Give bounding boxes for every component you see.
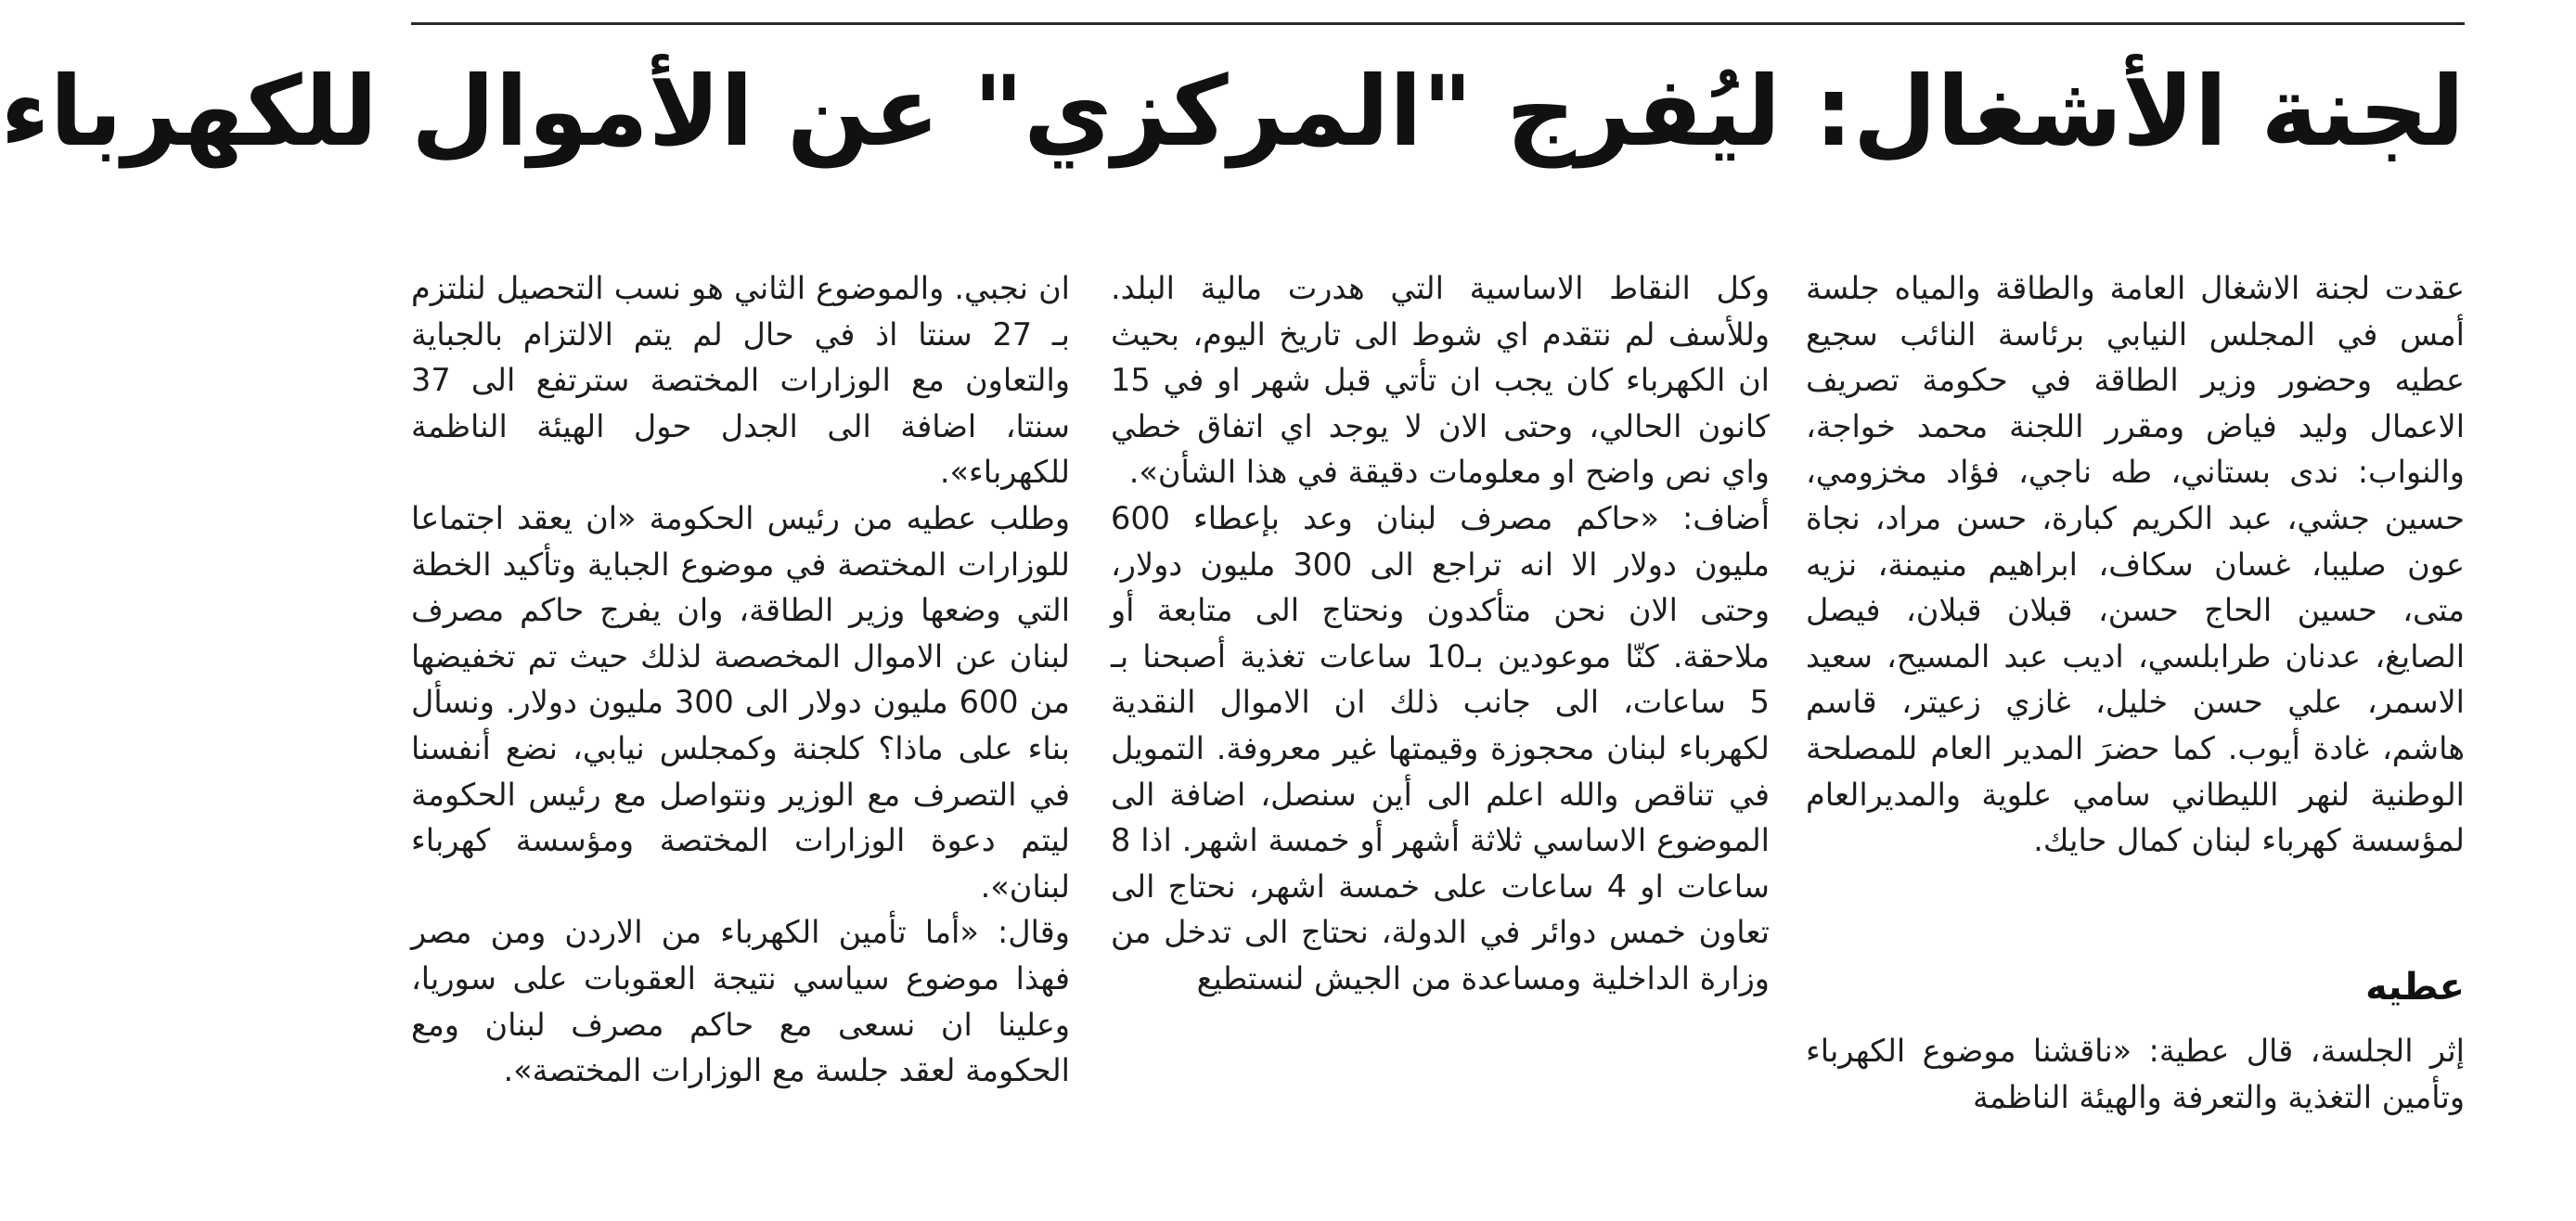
column-3-paragraph-1: ان نجبي. والموضوع الثاني هو نسب التحصيل لنلتزم بـ 27 سنتا اذ في حال لم يتم الالتزام بالجباية والتعاون مع الوزارات المختصة سترتفع الى 37 سنتا، اضافة الى الجدل حول الهيئة الناظمة للكهرباء». — [411, 270, 1070, 491]
column-3-paragraph-3: وقال: «أما تأمين الكهرباء من الاردن ومن مصر فهذا موضوع سياسي نتيجة العقوبات على سوريا، وعلينا ان نسعى مع حاكم مصرف لبنان ومع الحكومة لعقد جلسة مع الوزارات المختصة». — [411, 914, 1070, 1089]
column-2-paragraph-1: وكل النقاط الاساسية التي هدرت مالية البلد. وللأسف لم نتقدم اي شوط الى تاريخ اليوم، بحيث ان الكهرباء كان يجب ان تأتي قبل شهر او في 15 كانون الحالي، وحتى الان لا يوجد اي اتفاق خطي واي نص واضح او معلومات دقيقة في هذا الشأن». — [1111, 270, 1770, 491]
column-3-paragraph-2: وطلب عطيه من رئيس الحكومة «ان يعقد اجتماعا للوزارات المختصة في موضوع الجباية وتأكيد الخطة التي وضعها وزير الطاقة، وان يفرج حاكم مصرف لبنان عن الاموال المخصصة لذلك حيث تم تخفيضها من 600 مليون دولار الى 300 مليون دولار. ونسأل بناء على ماذا؟ كلجنة وكمجلس نيابي، نضع أنفسنا في التصرف مع الوزير ونتواصل مع رئيس الحكومة ليتم دعوة الوزارات المختصة ومؤسسة كهرباء لبنان». — [411, 499, 1070, 905]
article-headline: لجنة الأشغال: ليُفرج "المركزي" عن الأموال للكهرباء — [0, 55, 2465, 168]
top-divider — [411, 22, 2465, 25]
article-column-3 — [411, 265, 1070, 1094]
column-1-paragraph-1: عقدت لجنة الاشغال العامة والطاقة والمياه جلسة أمس في المجلس النيابي برئاسة النائب سجيع عطيه وحضور وزير الطاقة في حكومة تصريف الاعمال وليد فياض ومقرر اللجنة محمد خواجة، والنواب: ندى بستاني، طه ناجي، فؤاد مخزومي، حسين جشي، عبد الكريم كبارة، حسن مراد، نجاة عون صليبا، غسان سكاف، ابراهيم منيمنة، نزيه متى، حسين الحاج حسن، قبلان قبلان، فيصل الصايغ، عدنان طرابلسي، اديب عبد المسيح، سعيد الاسمر، علي حسن خليل، غازي زعيتر، قاسم هاشم، غادة أيوب. كما حضرَ المدير العام للمصلحة الوطنية لنهر الليطاني سامي علوية والمديرالعام لمؤسسة كهرباء لبنان كمال حايك. — [1806, 270, 2465, 859]
column-2-paragraph-2: أضاف: «حاكم مصرف لبنان وعد بإعطاء 600 مليون دولار الا انه تراجع الى 300 مليون دولار، وحتى الان نحن متأكدون ونحتاج الى متابعة أو ملاحقة. كنّا موعودين بـ10 ساعات تغذية أصبحنا بـ 5 ساعات، الى جانب ذلك ان الاموال النقدية لكهرباء لبنان محجوزة وقيمتها غير معروفة. التمويل في تناقص والله اعلم الى أين سنصل، اضافة الى الموضوع الاساسي ثلاثة أشهر أو خمسة اشهر. اذا 8 ساعات او 4 ساعات على خمسة اشهر، نحتاج الى تعاون خمس دوائر في الدولة، نحتاج الى تدخل من وزارة الداخلية ومساعدة من الجيش لنستطيع — [1111, 499, 1771, 996]
article-column-1-continued — [1806, 1028, 2465, 1120]
column-1-paragraph-2: إثر الجلسة، قال عطية: «ناقشنا موضوع الكهرباء وتأمين التغذية والتعرفة والهيئة الناظمة — [1806, 1033, 2465, 1115]
section-subheading: عطيه — [2365, 966, 2465, 1009]
article-column-1 — [1806, 265, 2465, 864]
article-column-2 — [1111, 265, 1770, 1002]
